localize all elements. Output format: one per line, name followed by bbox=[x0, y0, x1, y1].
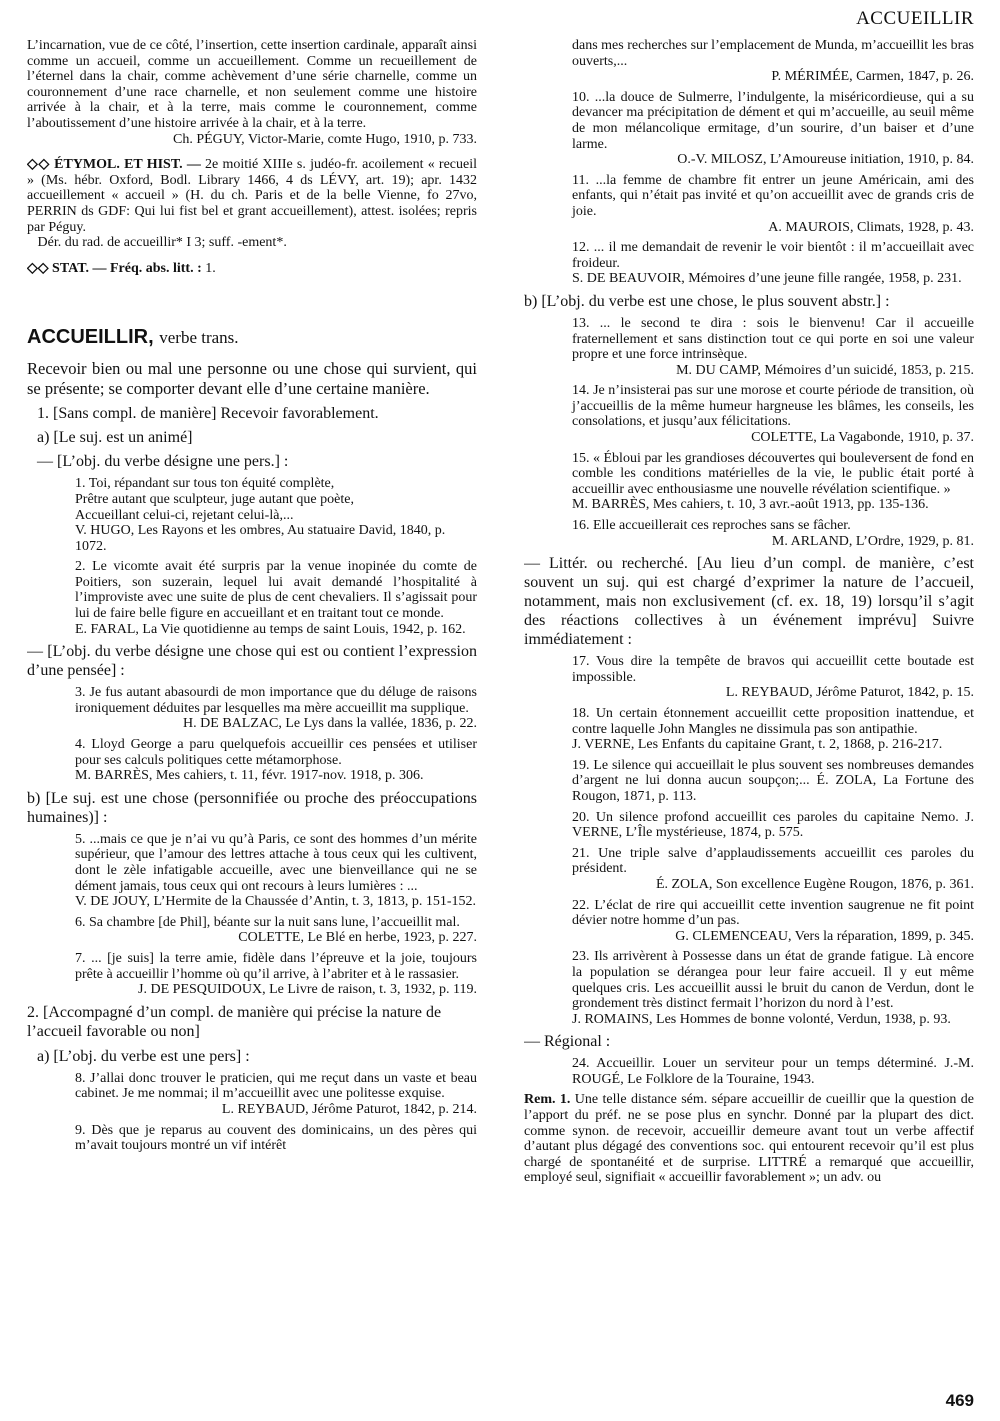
example-17-text: 17. Vous dire la tempête de bravos qui accueillit cette boutade est impossible. bbox=[572, 654, 974, 685]
sense-1a: a) [Le suj. est un animé] bbox=[37, 429, 193, 447]
example-6 bbox=[75, 915, 477, 946]
sense-regional: — Régional : bbox=[524, 1033, 611, 1051]
example-8 bbox=[75, 1071, 477, 1118]
example-1-line-1: 1. Toi, répandant sur tous ton équité complète, bbox=[75, 476, 335, 492]
example-22-source: G. CLEMENCEAU, Vers la réparation, 1899, p. 345. bbox=[675, 928, 974, 944]
example-10 bbox=[572, 90, 974, 168]
sense-1a-pers: — [L’obj. du verbe désigne une pers.] : bbox=[37, 453, 289, 471]
remark-label: Rem. 1. bbox=[524, 1092, 571, 1108]
part-of-speech: verbe trans. bbox=[159, 328, 239, 348]
example-16 bbox=[572, 518, 974, 549]
example-21 bbox=[572, 846, 974, 893]
example-2 bbox=[75, 559, 477, 637]
stat-section bbox=[27, 261, 477, 277]
example-6-source: COLETTE, Le Blé en herbe, 1923, p. 227. bbox=[238, 930, 477, 946]
example-16-source: M. ARLAND, L’Ordre, 1929, p. 81. bbox=[771, 533, 974, 549]
sense-litteraire: — Littér. ou recherché. [Au lieu d’un compl. de manière, c’est souvent un suj. qui est chargé d’exprimer la nature de l’accueil, notamment, mais non exclusivement (cf. ex. 18, 19) lorsqu’il s’agit des réactions collectives à un événement imprévu] Suivre immédiatement : bbox=[524, 555, 974, 649]
example-12 bbox=[572, 240, 974, 287]
example-13-text: 13. ... le second te dira : sois le bienvenu! Car il accueille fraternellement et sans distinction tout ce qui porte en soi une valeur propre et une force intrinsèque. bbox=[572, 315, 974, 363]
example-17-source: L. REYBAUD, Jérôme Paturot, 1842, p. 15. bbox=[725, 685, 974, 701]
example-21-text: 21. Une triple salve d’applaudissements accueillit ces paroles du président. bbox=[572, 845, 974, 877]
example-9-continued bbox=[572, 38, 974, 85]
example-14 bbox=[572, 383, 974, 445]
example-8-text: 8. J’allai donc trouver le praticien, qui me reçut dans un vaste et beau cabinet. Je me nommai; il m’accueillit avec une politesse exquise. bbox=[75, 1070, 477, 1102]
example-1-line-3: Accueillant celui-ci, rejetant celui-là,... bbox=[75, 507, 294, 523]
example-11 bbox=[572, 173, 974, 235]
etymology-derivation: Dér. du rad. de accueillir* I 3; suff. -ement*. bbox=[37, 235, 287, 251]
example-12-source: S. DE BEAUVOIR, Mémoires d’une jeune fille rangée, 1958, p. 231. bbox=[572, 271, 962, 287]
example-5-source: V. DE JOUY, L’Hermite de la Chaussée d’Antin, t. 3, 1813, p. 151-152. bbox=[75, 894, 477, 910]
sense-2b: b) [L’obj. du verbe est une chose, le plus souvent abstr.] : bbox=[524, 292, 890, 310]
page-number: 469 bbox=[945, 1391, 974, 1410]
example-21-source: É. ZOLA, Son excellence Eugène Rougon, 1876, p. 361. bbox=[655, 876, 974, 892]
example-15 bbox=[572, 451, 974, 513]
example-12-text: 12. ... il me demandait de revenir le voir bientôt : il m’accueillait avec froideur. bbox=[572, 240, 974, 271]
running-head: ACCUEILLIR bbox=[856, 8, 974, 29]
example-11-source: A. MAUROIS, Climats, 1928, p. 43. bbox=[768, 219, 974, 235]
example-8-source: L. REYBAUD, Jérôme Paturot, 1842, p. 214. bbox=[221, 1101, 477, 1117]
stat-label: ◇◇ STAT. — Fréq. abs. litt. : bbox=[27, 260, 202, 276]
sense-1b: b) [Le suj. est une chose (personnifiée ou proche des préoccupations humaines)] : bbox=[27, 789, 477, 826]
example-7-source: J. DE PESQUIDOUX, Le Livre de raison, t. 3, 1932, p. 119. bbox=[138, 982, 477, 998]
example-19-source: É. ZOLA, La Fortune des Rougon, 1871, p. 113. bbox=[572, 773, 974, 804]
sense-1a-chose: — [L’obj. du verbe désigne une chose qui est ou contient l’expression d’une pensée] : bbox=[27, 643, 477, 680]
example-5 bbox=[75, 832, 477, 910]
example-10-text: 10. ...la douce de Sulmerre, l’indulgente, la miséricordieuse, qui a su devancer ma précipitation de dément et qui m’accueille, au seuil même de mon mélancolique ermitage, d’un sourire, d’un baiser et d’une larme. bbox=[572, 89, 974, 152]
example-1-source: V. HUGO, Les Rayons et les ombres, Au statuaire David, 1840, p. 1072. bbox=[75, 523, 446, 554]
example-9-cont-text: dans mes recherches sur l’emplacement de Munda, m’accueillit les bras ouverts,... bbox=[572, 38, 974, 69]
example-15-source: M. BARRÈS, Mes cahiers, t. 10, 3 avr.-août 1913, pp. 135-136. bbox=[572, 497, 929, 513]
example-19-text: 19. Le silence qui accueillait le plus souvent ses nombreuses demandes d’argent ne lui donna aucun soupçon;... bbox=[572, 757, 974, 789]
example-24 bbox=[572, 1056, 974, 1087]
left-column bbox=[27, 38, 477, 1381]
example-3-source: H. DE BALZAC, Le Lys dans la vallée, 1836, p. 22. bbox=[183, 716, 477, 732]
example-23-text: 23. Ils arrivèrent à Possesse dans un état de grande fatigue. Là encore la population se dérangea pour leur faire accueil. Il y eut même quelques cris. Les accueillit aussi le bruit du canon de Verdun, dont le grondement très distinct fermait l’horizon du nord à l’est. bbox=[572, 949, 974, 1012]
remark bbox=[524, 1092, 974, 1186]
example-13-source: M. DU CAMP, Mémoires d’un suicidé, 1853, p. 215. bbox=[676, 362, 974, 378]
etymology-text: 2e moitié XIIIe s. judéo-fr. acoilement « recueil » (Ms. hébr. Oxford, Bodl. Library 1466, 4 ds LÉVY, art. 19); apr. 1432 accueillement « accueil » (H. du ch. Paris et de la belle Vienne, fo 27vo, PERRIN ds GDF: Qui lui fist bel et grant accueillement), attest. isolées; repris par Péguy. bbox=[27, 157, 477, 235]
example-20 bbox=[572, 810, 974, 841]
headword: ACCUEILLIR, bbox=[27, 326, 154, 349]
example-9 bbox=[75, 1123, 477, 1154]
example-24-text: 24. Accueillir. Louer un serviteur pour un temps déterminé. bbox=[572, 1056, 937, 1072]
example-20-source: J. VERNE, L’Île mystérieuse, 1874, p. 575. bbox=[572, 809, 974, 841]
example-14-source: COLETTE, La Vagabonde, 1910, p. 37. bbox=[751, 430, 974, 446]
example-1 bbox=[75, 476, 477, 554]
example-7 bbox=[75, 951, 477, 998]
example-20-text: 20. Un silence profond accueillit ces paroles du capitaine Nemo. bbox=[572, 809, 959, 825]
stat-value: 1. bbox=[205, 260, 216, 276]
example-4-text: 4. Lloyd George a paru quelquefois accueillir ces pensées et utiliser pour ses calculs politiques cette métamorphose. bbox=[75, 737, 477, 768]
example-18 bbox=[572, 706, 974, 753]
example-4 bbox=[75, 737, 477, 784]
example-3-text: 3. Je fus autant abasourdi de mon importance que du déluge de raisons ironiquement déduites par lesquelles ma mère accueillit ma supplique. bbox=[75, 685, 477, 716]
example-18-text: 18. Un certain étonnement accueillit cette proposition inattendue, et contre laquelle John Mangles ne dissimula pas son antipathie. bbox=[572, 706, 974, 737]
example-16-text: 16. Elle accueillerait ces reproches sans se fâcher. bbox=[572, 518, 851, 534]
remark-text: Une telle distance sém. sépare accueillir de cueillir que la question de l’apport du préf. ne se pose plus en synchr. Donné par la plupart des dict. comme synon. de recevoir, accueillir demeure avant tout un verbe affectif d’autant plus dégagé des conventions soc. qui entourent recevoir qu’il est plus chargé de spontanéité et de surprise. LITTRÉ a remarqué que accueillir, employé seul, signifiait « accueillir favorablement »; un adv. ou bbox=[524, 1092, 974, 1186]
example-5-text: 5. ...mais ce que je n’ai vu qu’à Paris, ce sont des hommes d’un mérite supérieur, que l’amour des lettres attache à tous ceux qui les cultivent, dont le zèle infatigable accueille, avec une bienveillance qui ne se dément jamais, tous ceux qui ont recours à leurs lumières : ... bbox=[75, 831, 477, 894]
entry-heading bbox=[27, 326, 477, 349]
example-24-source: J.-M. ROUGÉ, Le Folklore de la Touraine, 1943. bbox=[572, 1056, 974, 1087]
example-19 bbox=[572, 758, 974, 805]
example-6-text: 6. Sa chambre [de Phil], béante sur la nuit sans lune, l’accueillit mal. bbox=[75, 914, 460, 930]
example-10-source: O.-V. MILOSZ, L’Amoureuse initiation, 1910, p. 84. bbox=[677, 152, 974, 168]
example-2-source: E. FARAL, La Vie quotidienne au temps de saint Louis, 1942, p. 162. bbox=[75, 621, 466, 637]
definition: Recevoir bien ou mal une personne ou une chose qui survient, qui se présente; se comporter devant elle d’une certaine manière. bbox=[27, 359, 477, 398]
peguy-quote-text: L’incarnation, vue de ce côté, l’insertion, cette insertion cardinale, apparaît ainsi comme un accueil, comme un accueillement. Comme un recueillement de l’éternel dans la chair, comme achèvement d’une série charnelle, comme un couronnement d’une race charnelle, et non seulement comme une histoire arrivée à la chair, et à la terre, mais comme le couronnement, comme l’aboutissement d’une histoire arrivée à la chair, et à la terre. bbox=[27, 38, 477, 131]
peguy-source: Ch. PÉGUY, Victor-Marie, comte Hugo, 1910, p. 733. bbox=[172, 131, 477, 147]
example-7-text: 7. ... [je suis] la terre amie, fidèle dans l’épreuve et la joie, toujours prête à accueillir l’homme où qu’il arrive, à l’abriter et à le rassasier. bbox=[75, 950, 477, 982]
example-4-source: M. BARRÈS, Mes cahiers, t. 11, févr. 1917-nov. 1918, p. 306. bbox=[75, 768, 424, 784]
example-15-text: 15. « Ébloui par les grandioses découvertes qui bouleversent de fond en comble les conditions matérielles de la vie, le public était porté à accueillir avec enthousiasme une nouvelle révélation scientifique. » bbox=[572, 450, 974, 497]
peguy-quote bbox=[27, 38, 477, 147]
example-23-source: J. ROMAINS, Les Hommes de bonne volonté, Verdun, 1938, p. 93. bbox=[572, 1011, 951, 1027]
example-18-source: J. VERNE, Les Enfants du capitaine Grant, t. 2, 1868, p. 216-217. bbox=[572, 737, 943, 753]
example-2-text: 2. Le vicomte avait été surpris par la venue inopinée du comte de Poitiers, son suzerain, lequel lui avait demandé l’hospitalité à l’improviste avec une suite de plus de cent chevaliers. Il s’agissait pour lui de faire belle figure en accueillant et en traitant tout ce monde. bbox=[75, 559, 477, 622]
example-14-text: 14. Je n’insisterai pas sur une morose et courte période de transition, où j’accueillis de la même humeur hargneuse les blâmes, les conseils, les consolations, et jusqu’aux félicitations. bbox=[572, 383, 974, 430]
example-22 bbox=[572, 898, 974, 945]
example-23 bbox=[572, 949, 974, 1027]
example-17 bbox=[572, 654, 974, 701]
example-11-text: 11. ...la femme de chambre fit entrer un jeune Américain, ami des enfants, qui n’était pas invité et qu’on accueillit avec de grands cris de joie. bbox=[572, 172, 974, 219]
example-1-line-2: Prêtre autant que sculpteur, juge autant que poète, bbox=[75, 491, 354, 507]
example-13 bbox=[572, 316, 974, 378]
etymology-label: ◇◇ ÉTYMOL. ET HIST. — bbox=[27, 157, 201, 173]
example-22-text: 22. L’éclat de rire qui accueillit cette invention saugrenue ne fit point dévier notre homme d’un pas. bbox=[572, 897, 974, 929]
etymology-section bbox=[27, 157, 477, 251]
sense-2: 2. [Accompagné d’un compl. de manière qui précise la nature de l’accueil favorable ou non] bbox=[27, 1003, 442, 1040]
sense-2a: a) [L’obj. du verbe est une pers] : bbox=[37, 1047, 250, 1065]
example-9-text: 9. Dès que je reparus au couvent des dominicains, un des pères qui m’avait toujours montré un vif intérêt bbox=[75, 1122, 477, 1154]
example-3 bbox=[75, 685, 477, 732]
sense-1: 1. [Sans compl. de manière] Recevoir favorablement. bbox=[37, 405, 379, 423]
right-column bbox=[524, 38, 974, 1381]
example-9-source: P. MÉRIMÉE, Carmen, 1847, p. 26. bbox=[771, 69, 974, 85]
